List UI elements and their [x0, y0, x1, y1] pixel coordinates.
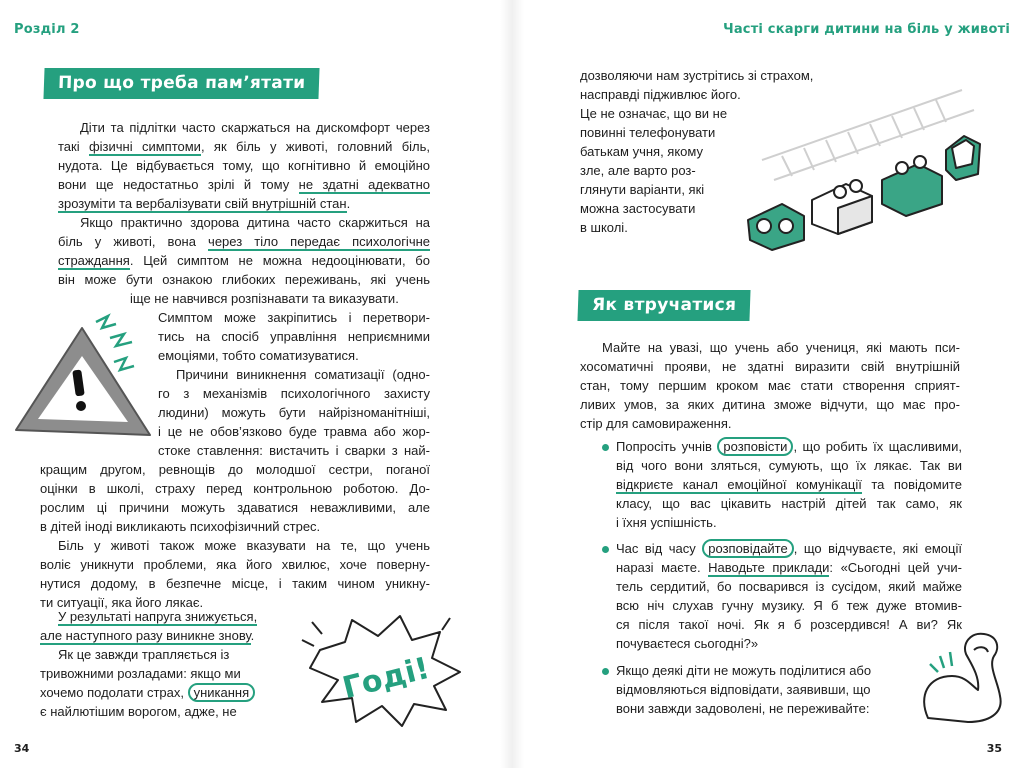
bullet-marker — [602, 444, 609, 451]
text-line: Попросіть учнів розповісти , що робить їх щасливими, — [616, 439, 962, 454]
text-line: оцінки в школі, страху перед контрольною роботою. До- — [40, 481, 430, 496]
running-head-right: Часті скарги дитини на біль у животі — [723, 22, 1010, 37]
text-line: Діти та підлітки часто скаржаться на дискомфорт через — [80, 120, 430, 135]
text-line: кращим другом, ревнощів до молодшої сестри, поганої — [40, 462, 430, 477]
text-line: тись на спосіб управління неприємними — [158, 329, 430, 344]
text-line: Майте на увазі, що учень або учениця, які мають пси- — [602, 340, 960, 355]
text-line: стоке ставлення: вистачить і сварки з най- — [158, 443, 430, 458]
text-line: дозволяючи нам зустрітись зі страхом, — [580, 68, 814, 83]
bullet-if-refuse — [616, 661, 906, 718]
paragraph-tension — [40, 607, 310, 721]
text-line: Як це завжди трапляється із — [58, 647, 230, 662]
text-line: і це не обов’язково буде травма або жор- — [158, 424, 430, 439]
highlight-returns-again: але наступного разу виникне знову — [40, 628, 251, 643]
highlight-tension-decreases: У результаті напруга знижується, — [58, 609, 258, 624]
stop-burst-sticker — [300, 610, 470, 730]
page-number-left: 34 — [14, 742, 30, 755]
text-line: тель сердитий, бо посварився із сусідом, який майже — [616, 579, 962, 594]
text-line: ливих умов, за яких дитина зможе відчути, що має про- — [580, 397, 960, 412]
text-line: повинні телефонувати — [580, 125, 716, 140]
text-line: ся після такої ночі. Як я б розсердився! А ви? Як — [616, 617, 962, 632]
text-line: Причини виникнення соматизації (одно- — [176, 367, 430, 382]
text-line: людини) можуть бути найрізноманітніші, — [158, 405, 430, 420]
text-line: вони ще недостатньо зрілі й тому не здатні адекватно — [58, 177, 430, 192]
highlight-physical-symptoms: фізичні симптоми — [88, 139, 201, 154]
text-line — [40, 607, 310, 626]
page-number-right: 35 — [986, 742, 1002, 755]
text-line: вони завжди задоволені, не переживайте: — [616, 701, 870, 716]
text-line: насправді підживлює його. — [580, 87, 741, 102]
paragraph-somatize — [158, 308, 430, 460]
section-heading-intervene: Як втручатися — [577, 290, 750, 321]
highlight-tell: розповісти — [717, 437, 793, 456]
train-illustration — [742, 80, 982, 250]
text-line: стір для самовираження. — [580, 416, 732, 431]
highlight-through-body: через тіло передає психологічне — [208, 234, 431, 249]
text-line: відмовляються відповідати, заявивши, що — [616, 682, 871, 697]
highlight-tell-feelings: розповідайте — [702, 539, 793, 558]
sticker-text: Годі! — [339, 650, 433, 707]
highlight-give-examples: Наводьте приклади — [708, 560, 830, 575]
text-line: і їхня успішність. — [616, 515, 717, 530]
highlight-emotional-channel: відкриєте канал емоційної комунікації — [616, 477, 862, 492]
text-line: тривожними розладами: якщо ми — [40, 666, 241, 681]
text-line: емоціями, тобто соматизуватися. — [158, 348, 359, 363]
text-line: Якщо деякі діти не можуть поділитися або — [616, 663, 872, 678]
text-line: Якщо практично здорова дитина часто скаржиться на — [80, 215, 430, 230]
text-line: воліє уникнути проблеми, яка його хвилює, хоче поверну- — [40, 557, 430, 572]
text-line: в дітей іноді викликають психофізичний стрес. — [40, 519, 321, 534]
text-line: всю ніч слухав гучну музику. Я б теж дуже втомив- — [616, 598, 962, 613]
text-line: батькам учня, якому — [580, 144, 703, 159]
bullet-marker — [602, 546, 609, 553]
paragraph-not-learned — [130, 289, 430, 308]
text-line: іще не навчився розпізнавати та виказувати. — [130, 291, 399, 306]
highlight-verbalize: зрозуміти та вербалізувати свій внутрішній стан — [58, 196, 347, 211]
highlight-avoidance: уникання — [188, 683, 256, 702]
text-line: стан, тому першим кроком має стати створення сприят- — [580, 378, 960, 393]
bullet-marker — [602, 668, 609, 675]
running-head-left: Розділ 2 — [14, 22, 80, 37]
text-line: нутися додому, в безпечне місце, і таким чином уникну- — [40, 576, 430, 591]
text-line: в школі. — [580, 220, 628, 235]
text-line: Час від часу розповідайте , що відчуваєте, які емоції — [616, 541, 962, 556]
paragraph-causes — [40, 460, 430, 612]
text-line: страждання. Цей симптом не можна недооцінювати, бо — [58, 253, 430, 268]
text-line: але наступного разу виникне знову. — [40, 628, 255, 643]
section-heading-remember: Про що треба пам’ятати — [43, 68, 319, 99]
highlight-suffering: страждання — [58, 253, 130, 268]
bullet-ask-students — [616, 437, 962, 532]
paragraph-intro — [580, 338, 960, 433]
text-line: класу, що вас цікавить настрій дітей так само, як — [616, 496, 962, 511]
text-line: глянути варіанти, які — [580, 182, 705, 197]
text-line: почуваєтеся сьогодні?» — [616, 636, 759, 651]
text-line: відкриєте канал емоційної комунікації та повідомите — [616, 477, 962, 492]
text-line: зле, але варто роз- — [580, 163, 696, 178]
text-line: наразі маєте. Наводьте приклади: «Сьогодні цей учи- — [616, 560, 962, 575]
text-line: ти ситуації, яка його лякає. — [40, 595, 204, 610]
warning-sign-illustration — [10, 310, 160, 450]
paragraph-symptoms — [58, 118, 430, 289]
flexed-arm-illustration — [908, 626, 1018, 726]
text-line: зрозуміти та вербалізувати свій внутрішній стан. — [58, 196, 351, 211]
text-line: такі фізичні симптоми, як біль у животі, головний біль, — [58, 139, 430, 154]
text-line: го з механізмів психологічного захисту — [158, 386, 430, 401]
text-line: Це не означає, що ви не — [580, 106, 728, 121]
text-line: хочемо подолати страх, уникання — [40, 683, 310, 702]
text-line: Симптом може закріпитись і перетвори- — [158, 310, 430, 325]
text-line: він може бути ознакою глибоких переживань, які учень — [58, 272, 430, 287]
text-line: Біль у животі також може вказувати на те, що учень — [58, 538, 430, 553]
text-line: від чого вони зляться, сумують, що їх лякає. Так ви — [616, 458, 962, 473]
text-line: можна застосувати — [580, 201, 696, 216]
text-line: є найлютішим ворогом, адже, не — [40, 704, 237, 719]
text-line: хосоматичні прояви, не здатні виразити свій внутрішній — [580, 359, 960, 374]
text-line: рослим ці причини можуть здаватися неважливими, але — [40, 500, 430, 515]
right-page — [512, 0, 1024, 768]
highlight-not-able: не здатні адекватно — [298, 177, 430, 192]
text-line: біль у животі, вона через тіло передає психологічне — [58, 234, 431, 249]
text-line: нудота. Це відбувається тому, що когнітивно й емоційно — [58, 158, 430, 173]
